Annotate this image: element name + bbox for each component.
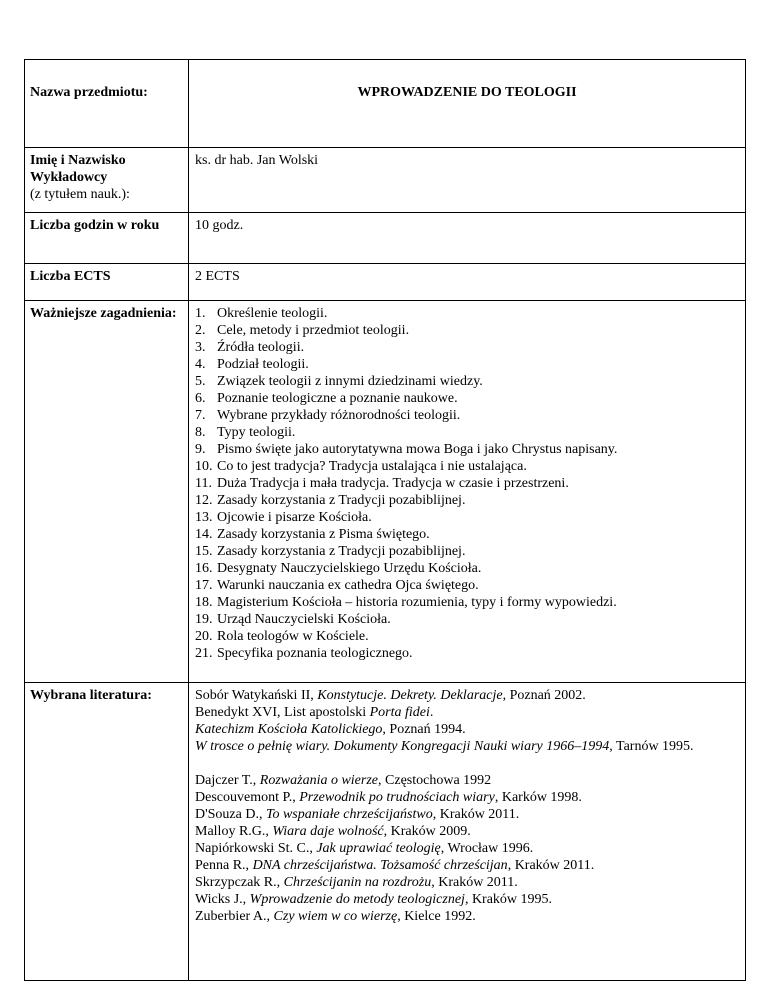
entry-publication: , Kraków 2011. [432, 807, 520, 822]
entry-title: Chrześcijanin na rozdrożu [283, 875, 432, 890]
entry-publication: , Kraków 2011. [507, 858, 595, 873]
literature-entry [195, 891, 739, 908]
entry-title: Konstytucje. Dekrety. Deklaracje [317, 688, 503, 703]
literature-label: Wybrana literatura: [25, 683, 189, 981]
topic-text: Typy teologii. [217, 425, 296, 440]
lecturer-value: ks. dr hab. Jan Wolski [189, 148, 746, 213]
entry-publication: , Kielce 1992. [397, 909, 476, 924]
entry-author: Dajczer T., [195, 773, 260, 788]
topic-text: Co to jest tradycja? Tradycja ustalająca i nie ustalająca. [217, 459, 527, 474]
entry-author: Napiórkowski St. C., [195, 841, 317, 856]
topic-item [195, 628, 739, 645]
entry-title: W trosce o pełnię wiary. Dokumenty Kongregacji Nauki wiary 1966–1994 [195, 739, 610, 754]
topic-number: 15. [195, 544, 213, 559]
entry-title: Rozważania o wierze [259, 773, 379, 788]
literature-entry [195, 874, 739, 891]
topic-text: Związek teologii z innymi dziedzinami wiedzy. [217, 374, 483, 389]
topic-number: 9. [195, 442, 206, 457]
topic-number: 18. [195, 595, 213, 610]
secondary-literature [195, 772, 739, 925]
topic-text: Zasady korzystania z Pisma świętego. [217, 527, 430, 542]
primary-literature [195, 687, 739, 755]
topic-number: 3. [195, 340, 206, 355]
topic-number: 10. [195, 459, 213, 474]
topic-text: Wybrane przykłady różnorodności teologii. [217, 408, 461, 423]
topic-number: 16. [195, 561, 213, 576]
topic-text: Ojcowie i pisarze Kościoła. [217, 510, 372, 525]
ects-label: Liczba ECTS [25, 264, 189, 301]
entry-title: Katechizm Kościoła Katolickiego [195, 722, 383, 737]
entry-title: Wiara daje wolność [272, 824, 384, 839]
literature-row [25, 683, 746, 981]
topic-number: 11. [195, 476, 212, 491]
lecturer-label-cell [25, 148, 189, 213]
literature-cell [189, 683, 746, 981]
entry-publication: , Poznań 2002. [502, 688, 586, 703]
entry-author: Benedykt XVI, List apostolski [195, 705, 370, 720]
entry-author: Descouvemont P., [195, 790, 300, 805]
literature-entry [195, 772, 739, 789]
entry-author: D'Souza D., [195, 807, 266, 822]
topic-item [195, 475, 739, 492]
literature-entry [195, 857, 739, 874]
topic-text: Desygnaty Nauczycielskiego Urzędu Kościoła. [217, 561, 482, 576]
topic-item [195, 373, 739, 390]
literature-entry [195, 738, 739, 755]
topic-text: Źródła teologii. [217, 340, 305, 355]
topic-number: 20. [195, 629, 213, 644]
course-name-value: WPROWADZENIE DO TEOLOGII [189, 60, 746, 148]
topic-text: Specyfika poznania teologicznego. [217, 646, 413, 661]
topic-text: Rola teologów w Kościele. [217, 629, 369, 644]
topic-item [195, 560, 739, 577]
topic-text: Zasady korzystania z Tradycji pozabiblijnej. [217, 544, 466, 559]
topic-item [195, 390, 739, 407]
hours-value: 10 godz. [189, 213, 746, 264]
topic-text: Podział teologii. [217, 357, 309, 372]
topic-item [195, 339, 739, 356]
entry-author: Wicks J., [195, 892, 250, 907]
entry-publication: , Wrocław 1996. [440, 841, 534, 856]
topic-text: Urząd Nauczycielski Kościoła. [217, 612, 391, 627]
entry-publication: . [429, 705, 434, 720]
entry-title: To wspaniałe chrześcijaństwo [265, 807, 433, 822]
topic-number: 13. [195, 510, 213, 525]
entry-author: Zuberbier A., [195, 909, 274, 924]
topic-number: 7. [195, 408, 206, 423]
topic-number: 1. [195, 306, 206, 321]
topic-item [195, 424, 739, 441]
topic-number: 19. [195, 612, 213, 627]
topic-number: 12. [195, 493, 213, 508]
topic-item [195, 577, 739, 594]
literature-entry [195, 704, 739, 721]
literature-entry [195, 840, 739, 857]
topic-text: Cele, metody i przedmiot teologii. [217, 323, 410, 338]
topic-text: Zasady korzystania z Tradycji pozabiblijnej. [217, 493, 466, 508]
entry-title: Czy wiem w co wierzę [273, 909, 398, 924]
entry-author: Penna R., [195, 858, 253, 873]
lecturer-row [25, 148, 746, 213]
topic-item [195, 458, 739, 475]
topic-text: Poznanie teologiczne a poznanie naukowe. [217, 391, 458, 406]
literature-entry [195, 806, 739, 823]
entry-title: Wprowadzenie do metody teologicznej [249, 892, 465, 907]
hours-row [25, 213, 746, 264]
course-name-row [25, 60, 746, 148]
topics-label: Ważniejsze zagadnienia: [25, 301, 189, 683]
entry-publication: , Poznań 1994. [382, 722, 466, 737]
topic-item [195, 594, 739, 611]
course-name-label: Nazwa przedmiotu: [25, 60, 189, 148]
entry-author: Malloy R.G., [195, 824, 273, 839]
topic-item [195, 492, 739, 509]
ects-row [25, 264, 746, 301]
topic-number: 5. [195, 374, 206, 389]
topic-text: Duża Tradycja i mała tradycja. Tradycja w czasie i przestrzeni. [217, 476, 569, 491]
topic-text: Pismo święte jako autorytatywna mowa Boga i jako Chrystus napisany. [217, 442, 618, 457]
topics-cell [189, 301, 746, 683]
topic-item [195, 305, 739, 322]
entry-title: Porta fidei [369, 705, 430, 720]
literature-entry [195, 687, 739, 704]
topic-number: 4. [195, 357, 206, 372]
entry-publication: , Częstochowa 1992 [378, 773, 492, 788]
topic-item [195, 356, 739, 373]
entry-publication: , Karków 1998. [494, 790, 582, 805]
topic-number: 14. [195, 527, 213, 542]
topics-row [25, 301, 746, 683]
entry-publication: , Kraków 1995. [464, 892, 553, 907]
hours-label: Liczba godzin w roku [25, 213, 189, 264]
lecturer-label: Imię i Nazwisko Wykładowcy [30, 153, 126, 185]
topic-text: Określenie teologii. [217, 306, 328, 321]
topic-number: 8. [195, 425, 206, 440]
topic-item [195, 543, 739, 560]
literature-entry [195, 721, 739, 738]
ects-value: 2 ECTS [189, 264, 746, 301]
topic-item [195, 611, 739, 628]
topic-item [195, 441, 739, 458]
topic-item [195, 322, 739, 339]
topic-number: 21. [195, 646, 213, 661]
topic-item [195, 407, 739, 424]
entry-title: Jak uprawiać teologię [316, 841, 441, 856]
topic-number: 2. [195, 323, 206, 338]
entry-publication: , Kraków 2009. [383, 824, 471, 839]
topic-number: 6. [195, 391, 206, 406]
topic-item [195, 526, 739, 543]
lecturer-label-note: (z tytułem nauk.): [30, 187, 130, 202]
entry-publication: , Kraków 2011. [431, 875, 518, 890]
topic-item [195, 645, 739, 662]
topic-text: Magisterium Kościoła – historia rozumienia, typy i formy wypowiedzi. [217, 595, 617, 610]
topics-list [195, 305, 739, 662]
topic-item [195, 509, 739, 526]
entry-publication: , Tarnów 1995. [609, 739, 694, 754]
entry-title: Przewodnik po trudnościach wiary [299, 790, 495, 805]
topic-text: Warunki nauczania ex cathedra Ojca świętego. [217, 578, 479, 593]
topic-number: 17. [195, 578, 213, 593]
literature-entry [195, 823, 739, 840]
entry-author: Skrzypczak R., [195, 875, 284, 890]
literature-entry [195, 789, 739, 806]
literature-entry [195, 908, 739, 925]
entry-author: Sobór Watykański II, [195, 688, 318, 703]
syllabus-table [24, 59, 746, 981]
entry-title: DNA chrześcijaństwa. Tożsamość chrześcijan [252, 858, 508, 873]
